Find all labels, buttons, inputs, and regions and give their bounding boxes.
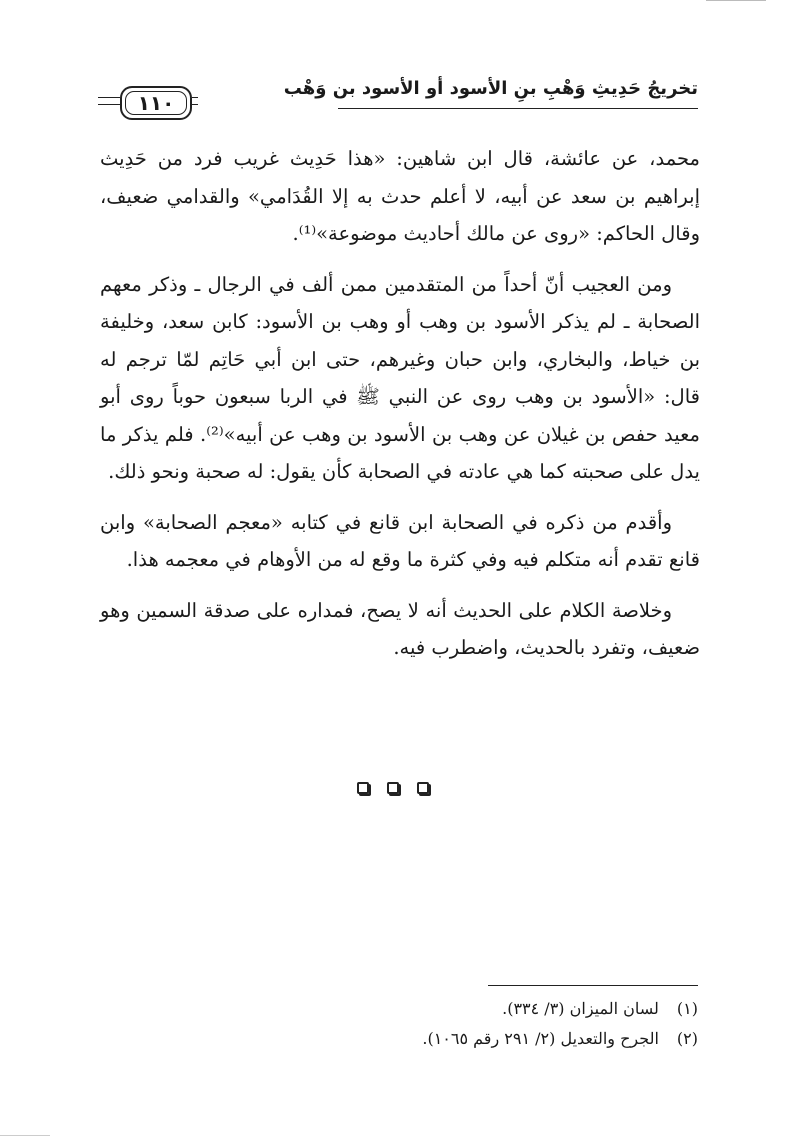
paragraph: محمد، عن عائشة، قال ابن شاهين: «هذا حَدِيث غريب فرد من حَدِيث إبراهيم بن سعد عن أبيه، لا أعلم حدث به إلا القُدَامي» والقدامي ضعيف، وقال الحاكم: «روى عن مالك أحاديث موضوعة»⁽¹⁾. [100,147,700,245]
header-double-rule [192,97,198,105]
footnote [98,994,698,1024]
page-edge-mark [706,0,766,7]
header-double-rule [98,97,120,105]
paragraph: وأقدم من ذكره في الصحابة ابن قانع في كتابه «معجم الصحابة» وابن قانع تقدم أنه متكلم فيه وفي كثرة ما وقع له من الأوهام في معجمه هذا. [100,510,700,571]
page-edge-mark [0,1131,50,1136]
paragraph: ومن العجيب أنّ أحداً من المتقدمين ممن ألف في الرجال ـ وذكر معهم الصحابة ـ لم يذكر الأسود بن وهب أو وهب بن الأسود: كابن سعد، وخليفة بن خياط، والبخاري، وابن حبان وغيرهم، حتى ابن أبي حَاتِم لمّا ترجم له قال: «الأسود بن وهب روى عن النبي ﷺ في الربا سبعون حوباً روى أبو معيد حفص بن غيلان عن وهب بن الأسود بن وهب عن أبيه»⁽²⁾. فلم يذكر ما يدل على صحبته كما هي عادته في الصحابة كأن يقول: له صحبة ونحو ذلك. [100,272,700,483]
square-ornament-icon [357,782,369,794]
footnote-text: لسان الميزان (٣/ ٣٣٤). [502,999,659,1018]
square-ornament-icon [417,782,429,794]
header-rule [338,108,698,109]
running-title: تخريجُ حَدِيثِ وَهْبِ بنِ الأسود أو الأسود بن وَهْب [283,78,698,99]
footnote-number: (١) [676,999,698,1018]
footnote-text: الجرح والتعديل (٢/ ٢٩١ رقم ١٠٦٥). [422,1029,659,1048]
footnote-number: (٢) [676,1029,698,1048]
section-separator [0,782,786,794]
square-ornament-icon [387,782,399,794]
page-number: ١١٠ [125,91,187,115]
footnotes [98,994,698,1054]
footnote-rule [488,985,698,986]
footnote [98,1024,698,1054]
main-text [100,140,700,680]
paragraph: وخلاصة الكلام على الحديث أنه لا يصح، فمداره على صدقة السمين وهو ضعيف، وتفرد بالحديث، واضطرب فيه. [100,598,700,659]
page-number-frame [120,86,192,120]
page-header [98,72,698,122]
